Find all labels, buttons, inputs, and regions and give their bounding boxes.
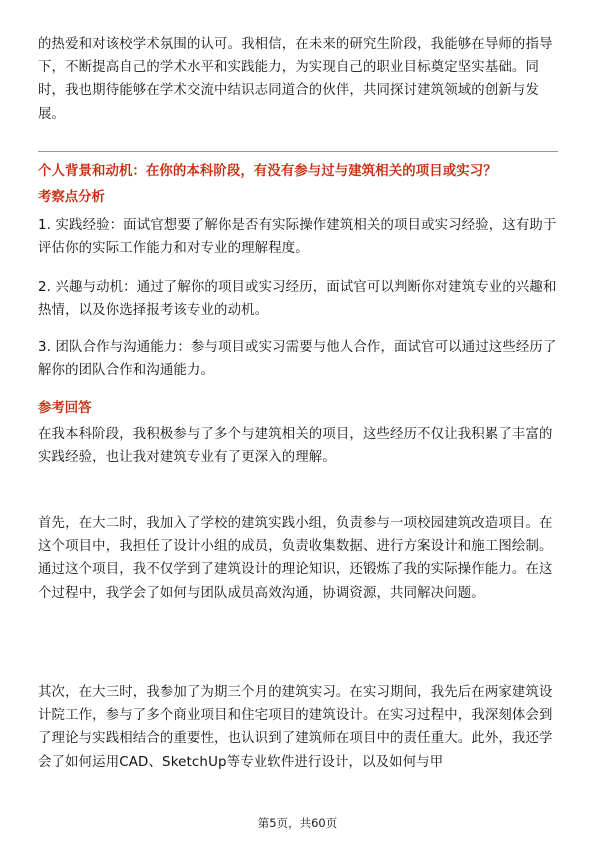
interview-question: 个人背景和动机：在你的本科阶段，有没有参与过与建筑相关的项目或实习？ (38, 164, 497, 179)
intro-paragraph: 的热爱和对该校学术氛围的认可。我相信，在未来的研究生阶段，我能够在导师的指导下，不断提高自己的学术水平和实践能力，为实现自己的职业目标奠定坚实基础。同时，我也期待能够在学术交流中结识志同道合的伙伴，共同探讨建筑领域的创新与发展。 (38, 37, 553, 122)
answer-paragraph-2: 首先，在大二时，我加入了学校的建筑实践小组，负责参与一项校园建筑改造项目。在这个项目中，我担任了设计小组的成员，负责收集数据、进行方案设计和施工图绘制。通过这个项目，我不仅学到了建筑设计的理论知识，还锻炼了我的实际操作能力。在这个过程中，我学会了如何与团队成员高效沟通，协调资源，共同解决问题。 (38, 516, 553, 601)
analysis-heading: 考察点分析 (38, 190, 105, 205)
page-number: 第5页，共60页 (257, 816, 338, 830)
analysis-point-2: 2. 兴趣与动机：通过了解你的项目或实习经历，面试官可以判断你对建筑专业的兴趣和热情，以及你选择报考该专业的动机。 (38, 280, 557, 319)
answer-paragraph-1: 在我本科阶段，我积极参与了多个与建筑相关的项目，这些经历不仅让我积累了丰富的实践经验，也让我对建筑专业有了更深入的理解。 (38, 427, 553, 466)
analysis-point-1: 1. 实践经验：面试官想要了解你是否有实际操作建筑相关的项目或实习经验，这有助于评估你的实际工作能力和对专业的理解程度。 (38, 218, 557, 257)
analysis-point-3: 3. 团队合作与沟通能力：参与项目或实习需要与他人合作，面试官可以通过这些经历了解你的团队合作和沟通能力。 (38, 340, 557, 379)
section-divider (38, 151, 558, 152)
answer-paragraph-3: 其次，在大三时，我参加了为期三个月的建筑实习。在实习期间，我先后在两家建筑设计院工作，参与了多个商业项目和住宅项目的建筑设计。在实习过程中，我深刻体会到了理论与实践相结合的重要性，也认识到了建筑师在项目中的责任重大。此外，我还学会了如何运用CAD、SketchUp等专业软件进行设计，以及如何与甲 (38, 685, 553, 770)
answer-heading: 参考回答 (38, 401, 92, 416)
